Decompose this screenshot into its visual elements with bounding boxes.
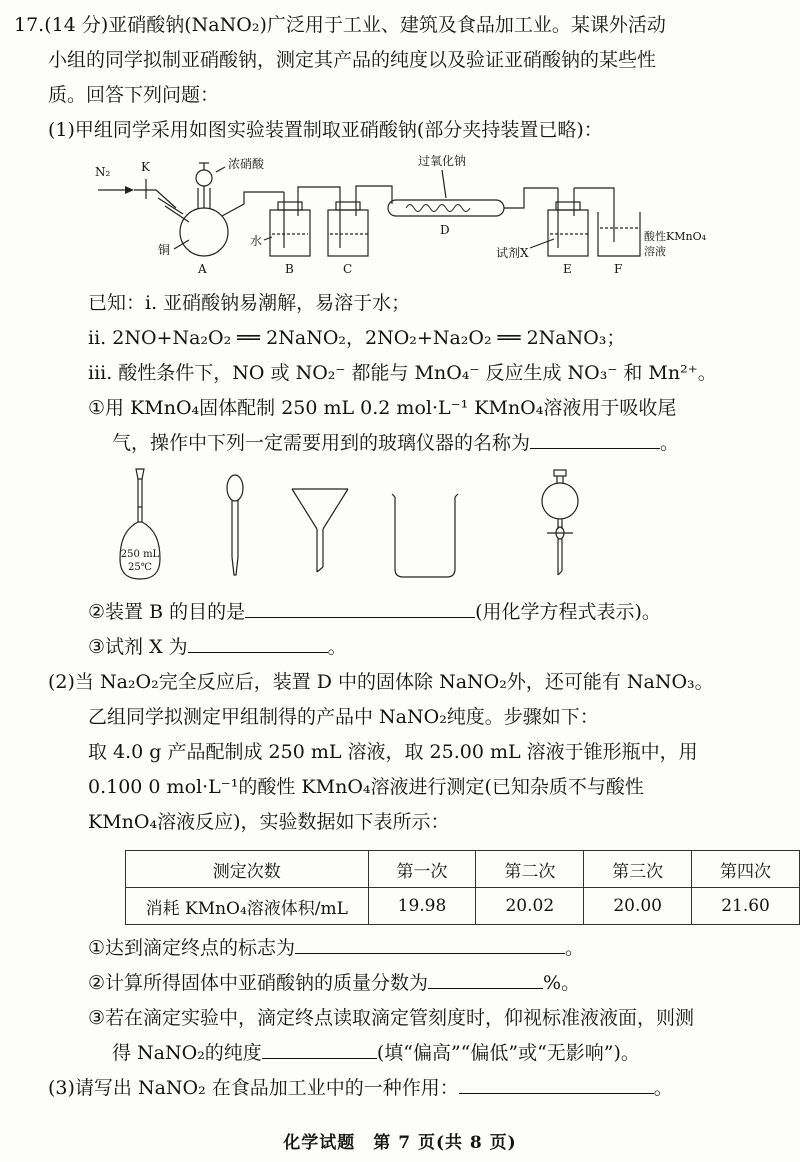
label-conc-acid: 浓硝酸 [228,157,265,171]
glassware-figure-block [95,467,800,593]
flask-temp-label: 25℃ [128,562,152,573]
part1-sub3-period: 。 [327,636,347,658]
arrow-icon [125,186,134,194]
glassware-figure [95,467,655,589]
answer-blank [530,429,660,449]
table-header-cell: 第二次 [476,851,584,888]
flask-volume-label: 250 mL [120,549,160,560]
answer-blank [188,633,328,653]
label-k: K [141,160,150,174]
question-stem-line-1: 17.(14 分)亚硝酸钠(NaNO₂)广泛用于工业、建筑及食品加工业。某课外活动 [14,14,666,36]
letter-a: A [198,262,207,276]
answer-blank [459,1074,654,1094]
part2-line3: 取 4.0 g 产品配制成 250 mL 溶液，取 25.00 mL 溶液于锥形瓶中，用 [88,741,698,763]
titration-data-table [125,850,800,925]
apparatus-diagram [92,152,732,280]
label-n2: N₂ [95,165,111,179]
part3-period: 。 [653,1077,673,1099]
letter-b: B [285,262,294,276]
dropper-icon [227,475,243,575]
part1-sub2-text: ②装置 B 的目的是 [88,601,246,623]
table-header-cell: 第一次 [368,851,476,888]
table-data-row [126,888,800,925]
part3-text: (3)请写出 NaNO₂ 在食品加工业中的一种作用： [48,1077,459,1099]
part2-q3-line2 [0,1036,800,1071]
apparatus-lines [98,163,640,256]
part1-intro: (1)甲组同学采用如图实验装置制取亚硝酸钠(部分夹持装置已略)： [48,119,603,141]
table-header-row [126,851,800,888]
letter-f: F [614,262,623,276]
part2-q1-period: 。 [565,937,585,959]
table-header-cell: 测定次数 [126,851,369,888]
known-i: 已知：i. 亚硝酸钠易潮解，易溶于水； [88,292,411,314]
table-value-cell: 19.98 [368,888,476,925]
label-water: 水 [250,234,263,248]
apparatus-diagram-block [92,152,800,284]
label-reagent-x: 试剂X [496,246,529,260]
part2-q1 [0,931,800,966]
table-value-cell: 20.00 [584,888,692,925]
table-header-cell: 第四次 [692,851,800,888]
known-iii: iii. 酸性条件下，NO 或 NO₂⁻ 都能与 MnO₄⁻ 反应生成 NO₃⁻ 和 Mn²⁺。 [88,362,717,384]
part2-q3-note: (填“偏高”“偏低”或“无影响”)。 [376,1042,640,1064]
answer-blank [295,934,565,954]
letter-d: D [440,223,450,237]
table-value-cell: 20.02 [476,888,584,925]
glassware-labels [121,549,160,573]
letter-c: C [343,262,353,276]
part2-line2: 乙组同学拟测定甲组制得的产品中 NaNO₂纯度。步骤如下： [88,706,599,728]
funnel-icon [292,489,348,572]
table-header-cell: 第三次 [584,851,692,888]
part1-sub3-text: ③试剂 X 为 [88,636,188,658]
question-stem-line-3: 质。回答下列问题： [48,84,220,106]
beaker-icon [392,494,458,577]
part1-sub1-period: 。 [660,432,680,454]
answer-blank [428,969,543,989]
part3-question [0,1071,800,1106]
known-ii: ii. 2NO+Na₂O₂ ══ 2NaNO₂，2NO₂+Na₂O₂ ══ 2NaNO₃； [88,327,626,349]
label-na2o2: 过氧化钠 [418,154,467,168]
part2-q2-text: ②计算所得固体中亚硝酸钠的质量分数为 [88,972,429,994]
table-value-cell: 21.60 [692,888,800,925]
part1-sub2-note: (用化学方程式表示)。 [475,601,661,623]
answer-blank [262,1039,377,1059]
part1-sub2 [0,595,800,630]
part1-sub3 [0,630,800,665]
part2-line4: 0.100 0 mol·L⁻¹的酸性 KMnO₄溶液进行测定(已知杂质不与酸性 [88,776,644,798]
part1-sub1-line2 [0,426,800,461]
answer-blank [245,598,475,618]
label-copper: 铜 [158,243,171,257]
part2-q1-text: ①达到滴定终点的标志为 [88,937,296,959]
part2-q3-line1: ③若在滴定实验中，滴定终点读取滴定管刻度时，仰视标准液液面，则测 [88,1007,695,1029]
part1-sub1-text: 气，操作中下列一定需要用到的玻璃仪器的名称为 [112,432,531,454]
label-kmno4-line1: 酸性KMnO₄ [644,230,706,243]
page-footer: 化学试题 第 7 页(共 8 页) [283,1133,517,1153]
part2-q3-text: 得 NaNO₂的纯度 [112,1042,262,1064]
part2-line1: (2)当 Na₂O₂完全反应后，装置 D 中的固体除 NaNO₂外，还可能有 NaNO₃。 [48,671,714,693]
part2-q2-suffix: %。 [543,972,581,994]
label-kmno4-line2: 溶液 [644,245,666,258]
letter-e: E [563,262,572,276]
part1-sub1-line1: ①用 KMnO₄固体配制 250 mL 0.2 mol·L⁻¹ KMnO₄溶液用于吸收尾 [88,397,677,419]
separating-funnel-icon [542,470,578,575]
question-stem-line-2: 小组的同学拟制亚硝酸钠，测定其产品的纯度以及验证亚硝酸钠的某些性 [48,49,657,71]
table-row-label: 消耗 KMnO₄溶液体积/mL [126,888,369,925]
part2-line5: KMnO₄溶液反应)，实验数据如下表所示： [88,811,450,833]
part2-q2 [0,966,800,1001]
